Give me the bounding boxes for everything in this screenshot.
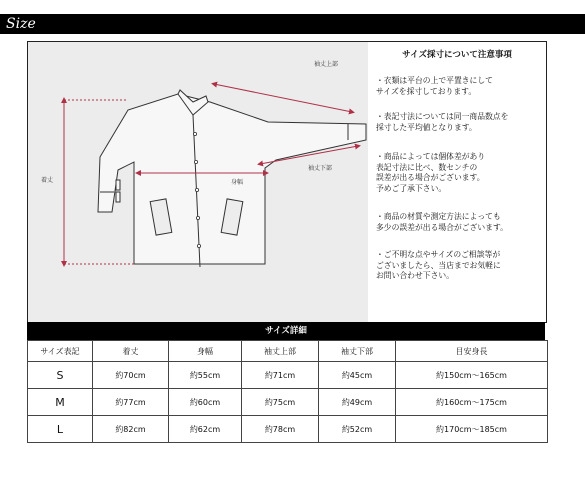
notes-title: サイズ採寸について注意事項 [402, 50, 512, 60]
table-cell: 約62cm [169, 416, 242, 443]
sleeve-top-label: 袖丈上部 [314, 61, 339, 68]
table-cell: 約52cm [319, 416, 396, 443]
column-header: サイズ表記 [28, 341, 93, 362]
table-cell: 約70cm [93, 362, 169, 389]
table-cell: 約71cm [242, 362, 319, 389]
notes-section [368, 42, 546, 322]
table-row [28, 389, 548, 416]
table-cell: 約49cm [319, 389, 396, 416]
body-width-label: 身幅 [231, 179, 244, 186]
table-cell: 約170cm～185cm [396, 416, 548, 443]
table-cell: 約75cm [242, 389, 319, 416]
size-info-panel [27, 41, 547, 323]
table-cell: 約160cm～175cm [396, 389, 548, 416]
table-cell: L [28, 416, 93, 443]
column-header: 着丈 [93, 341, 169, 362]
table-cell: M [28, 389, 93, 416]
size-table-title: サイズ詳細 [265, 326, 307, 336]
column-header: 袖丈下部 [319, 341, 396, 362]
table-row [28, 362, 548, 389]
shirt-illustration [28, 42, 368, 322]
table-cell: 約150cm～165cm [396, 362, 548, 389]
page-title: Size [6, 16, 36, 32]
table-cell: S [28, 362, 93, 389]
note-item: ・商品によっては個体差があり 表記寸法に比べ、数センチの 誤差が出る場合がございます。 予めご了承下さい。 [376, 152, 486, 193]
column-header: 身幅 [169, 341, 242, 362]
length-label: 着丈 [41, 177, 54, 184]
note-item: ・ご不明な点やサイズのご相談等が ございましたら、当店までお気軽に お問い合わせ下さい。 [376, 250, 501, 280]
table-cell: 約77cm [93, 389, 169, 416]
table-cell: 約82cm [93, 416, 169, 443]
column-header: 袖丈上部 [242, 341, 319, 362]
column-header: 目安身長 [396, 341, 548, 362]
table-row [28, 416, 548, 443]
table-cell: 約60cm [169, 389, 242, 416]
table-cell: 約78cm [242, 416, 319, 443]
note-item: ・表記寸法については同一商品数点を 採寸した平均値となります。 [376, 112, 509, 132]
size-table-title-bar [27, 322, 545, 340]
size-table [27, 340, 548, 443]
table-cell: 約45cm [319, 362, 396, 389]
table-cell: 約55cm [169, 362, 242, 389]
header-bar [0, 14, 585, 34]
table-header-row [28, 341, 548, 362]
shirt-diagram [28, 42, 368, 322]
note-item: ・衣類は平台の上で平置きにして サイズを採寸しております。 [376, 76, 493, 96]
sleeve-bottom-label: 袖丈下部 [308, 165, 333, 172]
note-item: ・商品の材質や測定方法によっても 多少の誤差が出る場合がございます。 [376, 212, 508, 232]
